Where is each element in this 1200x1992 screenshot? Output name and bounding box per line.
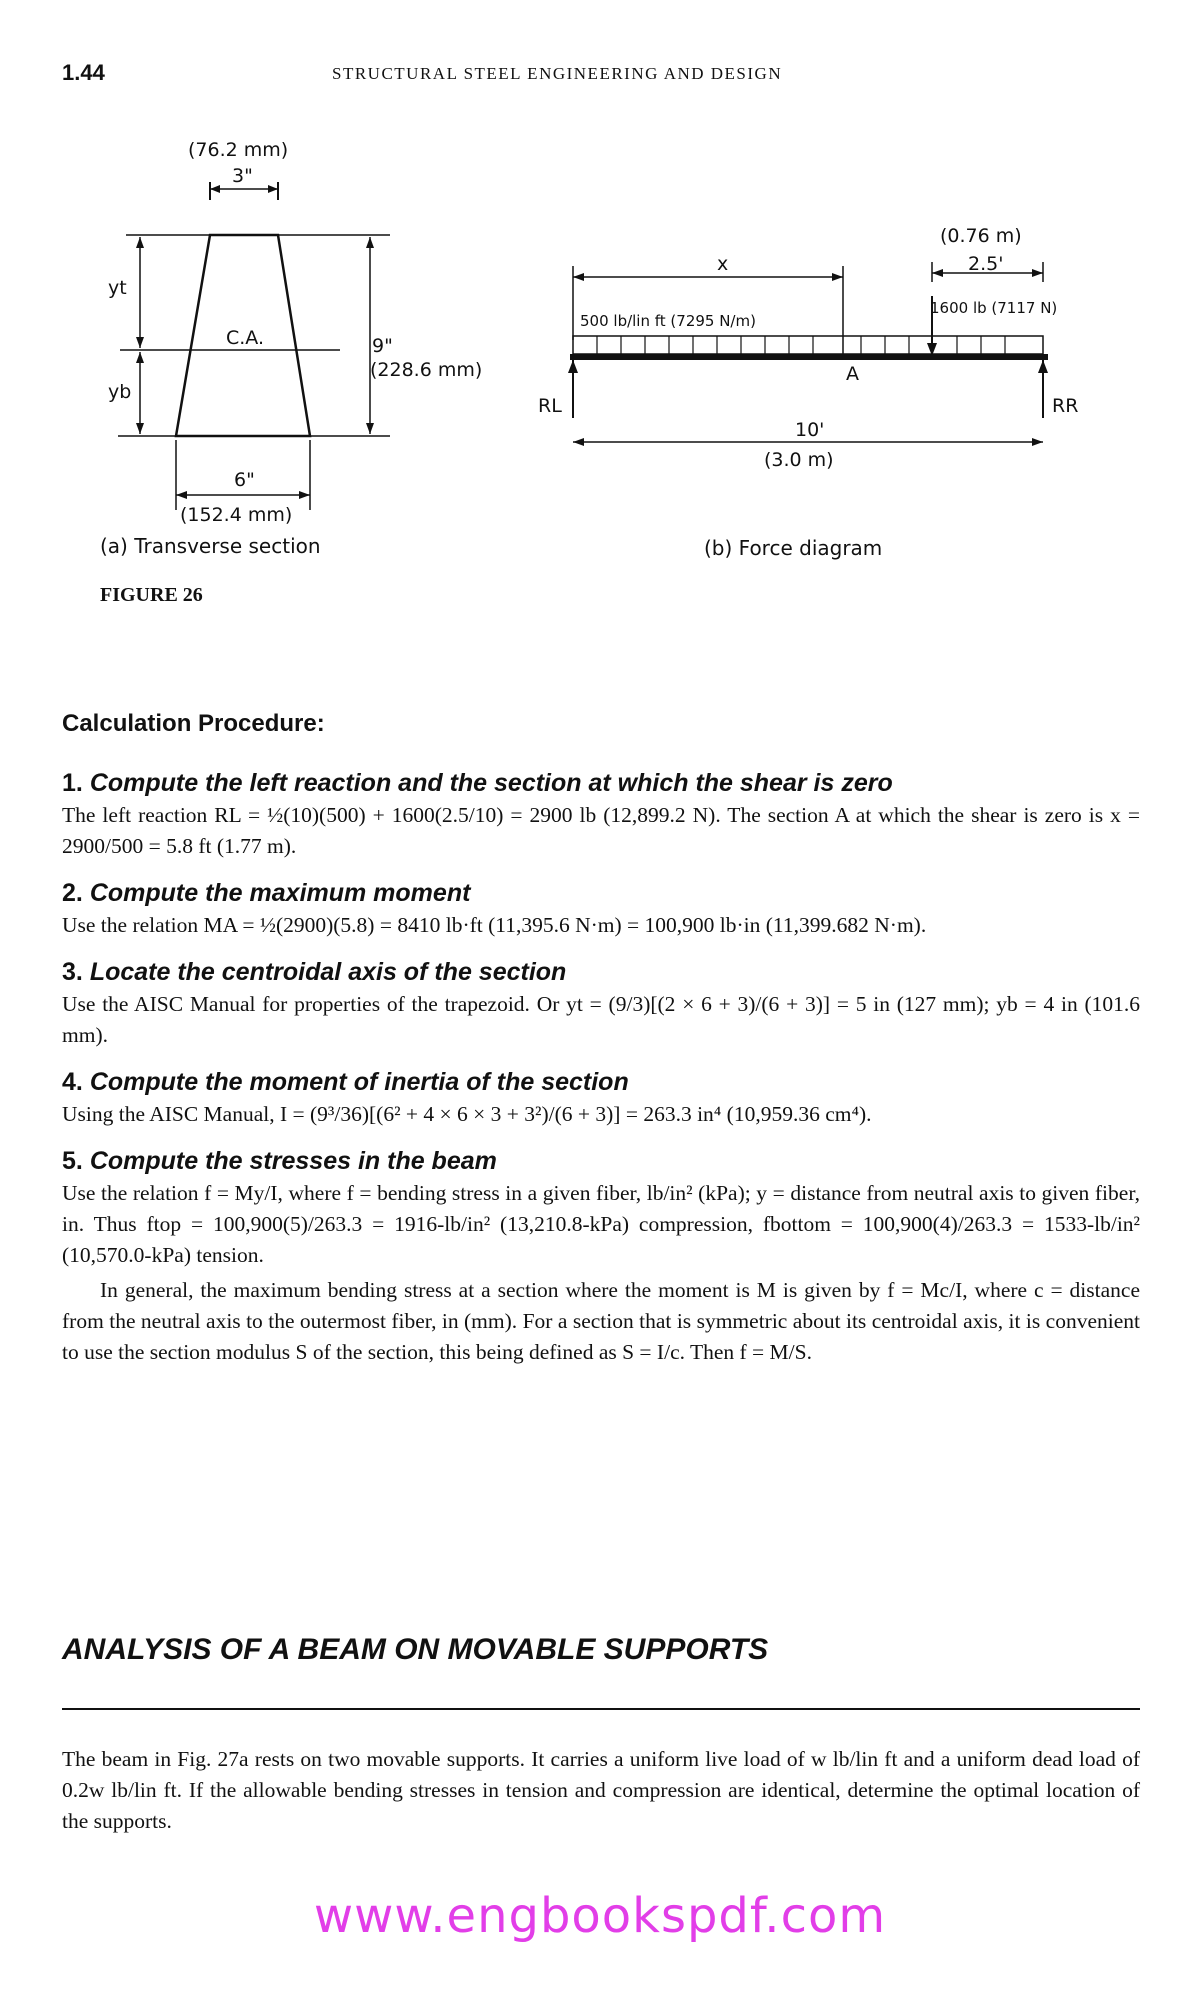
transverse-section-caption: (a) Transverse section bbox=[100, 534, 321, 558]
top-width-mm-label: (76.2 mm) bbox=[188, 139, 289, 161]
yb-label: yb bbox=[108, 381, 132, 403]
transverse-section-diagram bbox=[100, 139, 482, 558]
height-mm-label: (228.6 mm) bbox=[370, 359, 483, 381]
figure-26 bbox=[0, 0, 1200, 600]
general-paragraph: In general, the maximum bending stress at a section where the moment is M is given by f = Mc/I, where c = distance from the neutral axis to the outermost fiber, in (mm). For a section that is symmetric about its centroidal axis, it is convenient to use the section modulus S of the section, this being defined as S = I/c. Then f = M/S. bbox=[62, 1278, 1140, 1364]
bottom-width-mm-label: (152.4 mm) bbox=[180, 504, 293, 526]
watermark-url: www.engbookspdf.com bbox=[313, 1888, 887, 1944]
force-diagram-caption: (b) Force diagram bbox=[704, 536, 883, 560]
page-number: 1.44 bbox=[62, 60, 105, 85]
left-reaction-label: RL bbox=[538, 395, 562, 417]
step-1-body: The left reaction RL = ½(10)(500) + 1600(2.5/10) = 2900 lb (12,899.2 N). The section A at which the shear is zero is x = 2900/500 = 5.8 ft (1.77 m). bbox=[62, 803, 1140, 858]
procedure-heading: Calculation Procedure: bbox=[62, 710, 325, 737]
right-reaction-label: RR bbox=[1052, 395, 1079, 417]
yt-label: yt bbox=[108, 277, 127, 299]
uniform-load-label: 500 lb/lin ft (7295 N/m) bbox=[580, 312, 756, 330]
force-diagram bbox=[538, 225, 1078, 560]
uniform-load-block bbox=[573, 336, 1043, 354]
point-a-label: A bbox=[846, 363, 859, 385]
figure-number: FIGURE 26 bbox=[100, 584, 203, 606]
section-divider bbox=[62, 1708, 1140, 1710]
running-title: STRUCTURAL STEEL ENGINEERING AND DESIGN bbox=[332, 64, 783, 83]
point-load-label: 1600 lb (7117 N) bbox=[930, 299, 1058, 317]
step-3-body: Use the AISC Manual for properties of the trapezoid. Or yt = (9/3)[(2 × 6 + 3)/(6 + 3)] = 5 in (127 mm); yb = 4 in (101.6 mm). bbox=[62, 992, 1140, 1047]
step-5-body: Use the relation f = My/I, where f = bending stress in a given fiber, lb/in² (kPa); y = distance from neutral axis to given fiber, in. Thus ftop = 100,900(5)/263.3 = 1916-lb/in² (13,210.8-kPa) compression, fbottom = 100,900(4)/263.3 = 1533-lb/in² (10,570.0-kPa) tension. bbox=[62, 1181, 1140, 1267]
step-4-body: Using the AISC Manual, I = (9³/36)[(6² + 4 × 6 × 3 + 3²)/(6 + 3)] = 263.3 in⁴ (10,959.36 cm⁴). bbox=[62, 1102, 872, 1126]
distance-m-label: (0.76 m) bbox=[940, 225, 1022, 247]
distance-ft-label: 2.5' bbox=[968, 253, 1004, 275]
span-ft-label: 10' bbox=[795, 419, 825, 441]
bottom-width-in-label: 6" bbox=[234, 469, 255, 491]
centroidal-axis-label: C.A. bbox=[226, 327, 265, 349]
section-intro: The beam in Fig. 27a rests on two movable supports. It carries a uniform live load of w lb/lin ft and a uniform dead load of 0.2w lb/lin ft. If the allowable bending stresses in tension and compression are identical, determine the optimal location of the supports. bbox=[62, 1747, 1140, 1833]
beam bbox=[570, 354, 1048, 360]
top-width-in-label: 3" bbox=[232, 165, 253, 187]
x-label: x bbox=[717, 253, 729, 275]
step-2-body: Use the relation MA = ½(2900)(5.8) = 8410 lb·ft (11,395.6 N·m) = 100,900 lb·in (11,399.682 N·m). bbox=[62, 913, 927, 937]
calculation-steps bbox=[62, 768, 1140, 1368]
step-3-title: 3. Locate the centroidal axis of the section bbox=[62, 958, 567, 986]
step-2-title: 2. Compute the maximum moment bbox=[62, 879, 471, 907]
section-heading: ANALYSIS OF A BEAM ON MOVABLE SUPPORTS bbox=[62, 1633, 769, 1666]
height-in-label: 9" bbox=[372, 335, 393, 357]
step-4-title: 4. Compute the moment of inertia of the section bbox=[62, 1068, 629, 1096]
step-1-title: 1. Compute the left reaction and the section at which the shear is zero bbox=[62, 769, 893, 797]
step-5-title: 5. Compute the stresses in the beam bbox=[62, 1147, 497, 1175]
span-m-label: (3.0 m) bbox=[764, 449, 834, 471]
